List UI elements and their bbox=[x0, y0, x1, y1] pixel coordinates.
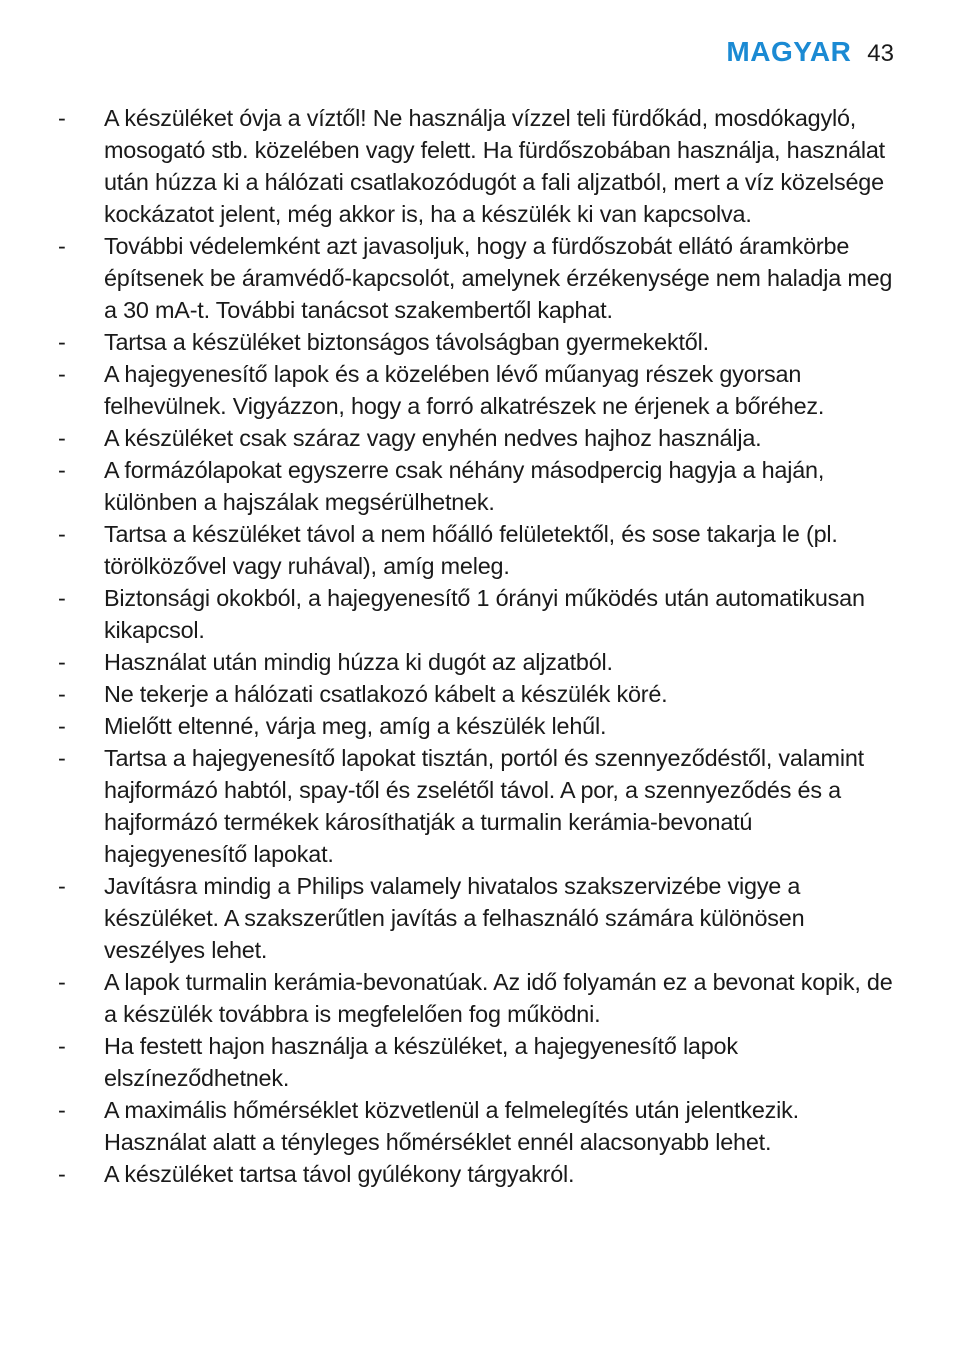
list-item bbox=[58, 710, 898, 742]
list-item bbox=[58, 518, 898, 582]
list-item bbox=[58, 966, 898, 1030]
bullet-marker: - bbox=[58, 361, 66, 387]
list-item bbox=[58, 358, 898, 422]
bullet-marker: - bbox=[58, 457, 66, 483]
bullet-marker: - bbox=[58, 105, 66, 131]
bullet-marker: - bbox=[58, 585, 66, 611]
list-item-text: A maximális hőmérséklet közvetlenül a felmelegítés után jelentkezik. Használat alatt a tényleges hőmérséklet ennél alacsonyabb lehet. bbox=[104, 1097, 799, 1155]
language-heading: MAGYAR bbox=[726, 36, 852, 67]
page-header bbox=[726, 36, 894, 68]
list-item-text: Ha festett hajon használja a készüléket, a hajegyenesítő lapok elszíneződhetnek. bbox=[104, 1033, 738, 1091]
list-item bbox=[58, 326, 898, 358]
bullet-marker: - bbox=[58, 745, 66, 771]
list-item-text: Tartsa a hajegyenesítő lapokat tisztán, portól és szennyeződéstől, valamint hajformázó habtól, spay-től és zselétől távol. A por, a szennyeződés és a hajformázó termékek károsíthatják a turmalin kerámia-bevonatú hajegyenesítő lapokat. bbox=[104, 745, 864, 867]
list-item bbox=[58, 102, 898, 230]
list-item bbox=[58, 870, 898, 966]
list-item-text: Tartsa a készüléket távol a nem hőálló felületektől, és sose takarja le (pl. törölközővel vagy ruhával), amíg meleg. bbox=[104, 521, 838, 579]
list-item bbox=[58, 646, 898, 678]
list-item-text: A készüléket tartsa távol gyúlékony tárgyakról. bbox=[104, 1161, 575, 1187]
bullet-marker: - bbox=[58, 873, 66, 899]
list-item-text: Biztonsági okokból, a hajegyenesítő 1 órányi működés után automatikusan kikapcsol. bbox=[104, 585, 865, 643]
bullet-marker: - bbox=[58, 1161, 66, 1187]
bullet-marker: - bbox=[58, 1097, 66, 1123]
list-item-text: Használat után mindig húzza ki dugót az aljzatból. bbox=[104, 649, 613, 675]
bullet-marker: - bbox=[58, 329, 66, 355]
list-item bbox=[58, 1094, 898, 1158]
list-item-text: Mielőtt eltenné, várja meg, amíg a készülék lehűl. bbox=[104, 713, 607, 739]
page-number: 43 bbox=[867, 40, 894, 67]
bullet-marker: - bbox=[58, 713, 66, 739]
list-item bbox=[58, 422, 898, 454]
instruction-list bbox=[58, 102, 898, 1190]
list-item bbox=[58, 454, 898, 518]
list-item-text: A hajegyenesítő lapok és a közelében lévő műanyag részek gyorsan felhevülnek. Vigyázzon, hogy a forró alkatrészek ne érjenek a bőréhez. bbox=[104, 361, 825, 419]
list-item-text: Tartsa a készüléket biztonságos távolságban gyermekektől. bbox=[104, 329, 709, 355]
bullet-marker: - bbox=[58, 649, 66, 675]
safety-instructions bbox=[58, 102, 898, 1190]
bullet-marker: - bbox=[58, 681, 66, 707]
bullet-marker: - bbox=[58, 1033, 66, 1059]
list-item-text: Ne tekerje a hálózati csatlakozó kábelt a készülék köré. bbox=[104, 681, 668, 707]
list-item bbox=[58, 1030, 898, 1094]
bullet-marker: - bbox=[58, 425, 66, 451]
list-item bbox=[58, 1158, 898, 1190]
list-item-text: További védelemként azt javasoljuk, hogy a fürdőszobát ellátó áramkörbe építsenek be áramvédő-kapcsolót, amelynek érzékenysége nem haladja meg a 30 mA-t. További tanácsot szakembertől kaphat. bbox=[104, 233, 893, 323]
list-item-text: A készüléket csak száraz vagy enyhén nedves hajhoz használja. bbox=[104, 425, 762, 451]
list-item bbox=[58, 742, 898, 870]
list-item-text: A készüléket óvja a víztől! Ne használja vízzel teli fürdőkád, mosdókagyló, mosogató stb. közelében vagy felett. Ha fürdőszobában használja, használat után húzza ki a hálózati csatlakozódugót a fali aljzatból, mert a víz közelsége kockázatot jelent, még akkor is, ha a készülék ki van kapcsolva. bbox=[104, 105, 885, 227]
list-item bbox=[58, 230, 898, 326]
list-item-text: A lapok turmalin kerámia-bevonatúak. Az idő folyamán ez a bevonat kopik, de a készülék továbbra is megfelelően fog működni. bbox=[104, 969, 893, 1027]
list-item bbox=[58, 678, 898, 710]
bullet-marker: - bbox=[58, 233, 66, 259]
list-item-text: A formázólapokat egyszerre csak néhány másodpercig hagyja a haján, különben a hajszálak megsérülhetnek. bbox=[104, 457, 825, 515]
bullet-marker: - bbox=[58, 521, 66, 547]
list-item bbox=[58, 582, 898, 646]
list-item-text: Javításra mindig a Philips valamely hivatalos szakszervizébe vigye a készüléket. A szakszerűtlen javítás a felhasználó számára különösen veszélyes lehet. bbox=[104, 873, 805, 963]
bullet-marker: - bbox=[58, 969, 66, 995]
